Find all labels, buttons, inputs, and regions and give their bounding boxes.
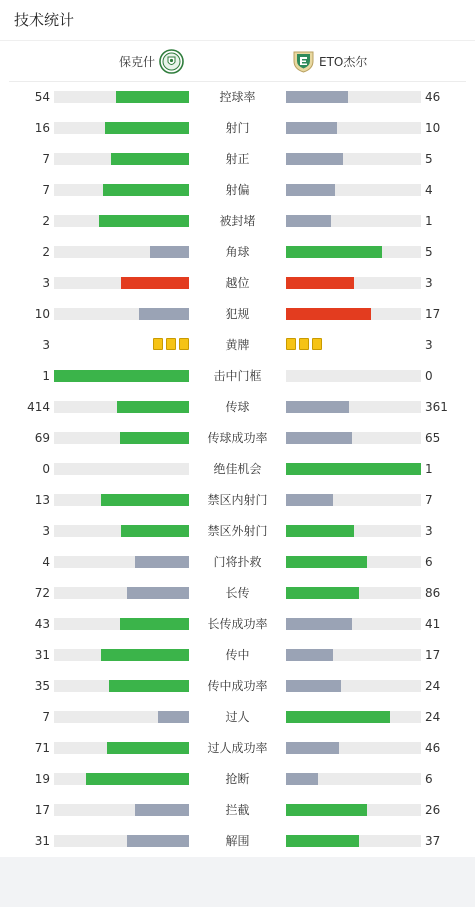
home-stat-bar [54, 122, 189, 134]
home-stat-bar-fill [135, 556, 189, 568]
stat-label: 绝佳机会 [213, 462, 262, 476]
stat-label: 禁区内射门 [207, 493, 268, 507]
away-stat-bar-fill [286, 122, 337, 134]
home-stat-bar [54, 804, 189, 816]
home-stat-value: 0 [42, 462, 50, 476]
away-stat-bar-fill [286, 494, 333, 506]
away-stat-bar-fill [286, 308, 371, 320]
yellow-card-icon [153, 338, 163, 350]
away-stat-value: 86 [425, 586, 441, 600]
home-stat-bar-fill [150, 246, 189, 258]
away-stat-bar [286, 246, 421, 258]
yellow-card-icon [166, 338, 176, 350]
stat-label: 击中门框 [213, 369, 262, 383]
home-stat-bar-fill [54, 370, 189, 382]
home-stat-bar [54, 184, 189, 196]
home-stat-bar-fill [135, 804, 189, 816]
home-stat-bar [54, 401, 189, 413]
stat-label: 传球 [225, 400, 250, 414]
home-stat-bar-fill [120, 618, 189, 630]
yellow-card-icon [299, 338, 309, 350]
away-stat-bar [286, 277, 421, 289]
away-stat-bar [286, 618, 421, 630]
away-stat-value: 65 [425, 431, 441, 445]
home-stat-value: 43 [34, 617, 50, 631]
home-stat-bar-fill [111, 153, 189, 165]
home-stat-value: 17 [34, 803, 50, 817]
home-stat-bar [54, 680, 189, 692]
stat-row [0, 454, 475, 485]
home-stat-value: 31 [34, 648, 50, 662]
stat-row [0, 299, 475, 330]
away-stat-bar-fill [286, 742, 339, 754]
away-stat-bar-fill [286, 215, 331, 227]
away-stat-bar-fill [286, 773, 318, 785]
away-stat-value: 3 [425, 524, 433, 538]
stat-row [0, 113, 475, 144]
home-team-name: 保克什 [118, 54, 155, 69]
away-stat-bar-fill [286, 835, 359, 847]
home-stat-bar [54, 494, 189, 506]
away-stat-value: 361 [425, 400, 448, 414]
home-stat-bar [54, 463, 189, 475]
home-stat-bar-fill [127, 587, 189, 599]
away-stat-value: 46 [425, 741, 441, 755]
away-stat-value: 37 [425, 834, 441, 848]
home-stat-bar-fill [107, 742, 189, 754]
away-stat-value: 1 [425, 214, 433, 228]
away-stat-value: 41 [425, 617, 441, 631]
away-stat-bar [286, 122, 421, 134]
away-stat-bar [286, 711, 421, 723]
stat-label: 解围 [225, 834, 250, 848]
stat-label: 传球成功率 [207, 431, 268, 445]
stat-label: 拦截 [225, 803, 250, 817]
home-yellow-cards [153, 338, 189, 350]
away-stat-value: 3 [425, 276, 433, 290]
home-stat-value: 19 [34, 772, 50, 786]
away-stat-bar [286, 153, 421, 165]
home-stat-value: 7 [42, 183, 50, 197]
home-stat-bar-fill [99, 215, 189, 227]
stat-row [0, 206, 475, 237]
away-stat-bar-fill [286, 432, 352, 444]
home-stat-value: 16 [34, 121, 50, 135]
home-stat-value: 7 [42, 710, 50, 724]
stat-label: 门将扑救 [213, 555, 262, 569]
away-stat-bar-fill [286, 525, 354, 537]
away-stat-bar [286, 835, 421, 847]
home-stat-value: 414 [27, 400, 50, 414]
stat-row [0, 485, 475, 516]
home-stat-bar [54, 215, 189, 227]
away-stat-bar [286, 494, 421, 506]
away-stat-bar-fill [286, 804, 367, 816]
stat-row [0, 609, 475, 640]
home-stat-bar-fill [101, 649, 189, 661]
stat-row [0, 175, 475, 206]
stat-label: 过人 [225, 710, 250, 724]
away-stat-bar [286, 432, 421, 444]
home-stat-value: 72 [34, 586, 50, 600]
home-stat-value: 35 [34, 679, 50, 693]
home-stat-bar-fill [116, 91, 189, 103]
home-stat-value: 3 [42, 524, 50, 538]
stat-label: 控球率 [219, 90, 256, 104]
stats-list [0, 82, 475, 857]
stat-row [0, 702, 475, 733]
yellow-card-icon [312, 338, 322, 350]
away-stat-value: 3 [425, 338, 433, 352]
yellow-card-icon [286, 338, 296, 350]
home-stat-bar [54, 618, 189, 630]
home-stat-bar [54, 556, 189, 568]
away-stat-value: 5 [425, 152, 433, 166]
away-stat-bar-fill [286, 587, 359, 599]
away-stat-value: 24 [425, 710, 441, 724]
home-stat-value: 2 [42, 214, 50, 228]
away-stat-bar-fill [286, 711, 390, 723]
home-team[interactable] [119, 41, 184, 81]
home-stat-value: 69 [34, 431, 50, 445]
home-stat-bar-fill [139, 308, 189, 320]
away-stat-bar [286, 370, 421, 382]
home-stat-bar-fill [86, 773, 189, 785]
away-stat-bar [286, 308, 421, 320]
stat-label: 禁区外射门 [207, 524, 268, 538]
home-stat-bar-fill [117, 401, 189, 413]
stat-row [0, 733, 475, 764]
home-stat-bar [54, 742, 189, 754]
stat-row [0, 547, 475, 578]
away-stat-bar [286, 556, 421, 568]
away-stat-value: 6 [425, 772, 433, 786]
home-stat-bar-fill [127, 835, 189, 847]
stat-row [0, 268, 475, 299]
stat-label: 射门 [225, 121, 250, 135]
home-stat-bar [54, 91, 189, 103]
home-stat-bar [54, 370, 189, 382]
home-stat-value: 2 [42, 245, 50, 259]
away-stat-bar-fill [286, 618, 352, 630]
home-stat-value: 1 [42, 369, 50, 383]
stat-row [0, 82, 475, 113]
home-stat-bar-fill [120, 432, 189, 444]
home-stat-value: 3 [42, 276, 50, 290]
away-stat-value: 46 [425, 90, 441, 104]
away-stat-bar [286, 401, 421, 413]
away-stat-bar-fill [286, 91, 348, 103]
home-stat-bar [54, 153, 189, 165]
stat-row [0, 361, 475, 392]
away-team-name: ETO杰尔 [319, 54, 368, 69]
away-stat-value: 10 [425, 121, 441, 135]
away-stat-bar-fill [286, 184, 335, 196]
away-stat-bar [286, 525, 421, 537]
stat-row [0, 330, 475, 361]
stat-row [0, 392, 475, 423]
home-stat-bar [54, 432, 189, 444]
yellow-card-icon [179, 338, 189, 350]
stat-label: 射正 [225, 152, 250, 166]
stat-row [0, 516, 475, 547]
away-stat-value: 1 [425, 462, 433, 476]
away-stat-bar-fill [286, 277, 354, 289]
away-stat-bar-fill [286, 401, 349, 413]
away-stat-value: 7 [425, 493, 433, 507]
away-team[interactable] [291, 41, 367, 81]
stat-label: 传中成功率 [207, 679, 268, 693]
away-stat-bar [286, 742, 421, 754]
stat-row [0, 578, 475, 609]
away-stat-value: 17 [425, 648, 441, 662]
away-stat-bar [286, 773, 421, 785]
stat-row [0, 423, 475, 454]
home-stat-bar-fill [109, 680, 189, 692]
away-stat-bar [286, 463, 421, 475]
stat-row [0, 640, 475, 671]
home-team-crest-icon [159, 49, 184, 74]
home-stat-value: 13 [34, 493, 50, 507]
home-stat-value: 10 [34, 307, 50, 321]
home-stat-value: 71 [34, 741, 50, 755]
away-stat-value: 26 [425, 803, 441, 817]
away-stat-bar-fill [286, 153, 343, 165]
away-stat-bar [286, 91, 421, 103]
away-stat-value: 5 [425, 245, 433, 259]
home-stat-bar-fill [105, 122, 189, 134]
stat-label: 长传成功率 [207, 617, 268, 631]
away-yellow-cards [286, 338, 322, 350]
home-stat-bar [54, 246, 189, 258]
home-stat-value: 7 [42, 152, 50, 166]
home-stat-bar-fill [103, 184, 189, 196]
teams-header [9, 41, 466, 82]
away-stat-bar-fill [286, 556, 367, 568]
stat-row [0, 795, 475, 826]
stat-label: 传中 [225, 648, 250, 662]
away-stat-value: 17 [425, 307, 441, 321]
home-stat-bar-fill [101, 494, 189, 506]
away-stat-bar [286, 215, 421, 227]
away-stat-value: 24 [425, 679, 441, 693]
stat-row [0, 144, 475, 175]
page-title: 技术统计 [0, 0, 475, 41]
stat-row [0, 671, 475, 702]
home-stat-bar-fill [158, 711, 189, 723]
stat-label: 过人成功率 [207, 741, 268, 755]
home-stat-bar [54, 773, 189, 785]
stat-label: 抢断 [225, 772, 250, 786]
home-stat-bar [54, 277, 189, 289]
stat-label: 射偏 [225, 183, 250, 197]
stat-label: 越位 [225, 276, 250, 290]
home-stat-value: 54 [34, 90, 50, 104]
stat-row [0, 237, 475, 268]
home-stat-value: 4 [42, 555, 50, 569]
away-stat-bar-fill [286, 463, 421, 475]
home-stat-bar-fill [121, 277, 189, 289]
home-stat-bar [54, 308, 189, 320]
home-stat-bar [54, 649, 189, 661]
away-stat-bar-fill [286, 680, 341, 692]
away-stat-bar-fill [286, 246, 382, 258]
away-stat-bar [286, 587, 421, 599]
away-stat-bar [286, 680, 421, 692]
away-stat-value: 4 [425, 183, 433, 197]
away-stat-bar [286, 184, 421, 196]
away-stat-bar-fill [286, 649, 333, 661]
home-stat-bar [54, 587, 189, 599]
stat-label: 被封堵 [219, 214, 256, 228]
away-stat-value: 0 [425, 369, 433, 383]
home-stat-bar [54, 835, 189, 847]
home-stat-bar-fill [121, 525, 189, 537]
away-stat-bar [286, 804, 421, 816]
away-stat-value: 6 [425, 555, 433, 569]
home-stat-bar [54, 525, 189, 537]
home-stat-value: 31 [34, 834, 50, 848]
home-stat-value: 3 [42, 338, 50, 352]
stat-label: 黄牌 [225, 338, 250, 352]
home-stat-bar [54, 711, 189, 723]
stat-row [0, 826, 475, 857]
stat-label: 角球 [225, 245, 250, 259]
away-team-crest-icon [291, 49, 316, 74]
away-stat-bar [286, 649, 421, 661]
stat-row [0, 764, 475, 795]
stat-label: 长传 [225, 586, 250, 600]
stat-label: 犯规 [225, 307, 250, 321]
